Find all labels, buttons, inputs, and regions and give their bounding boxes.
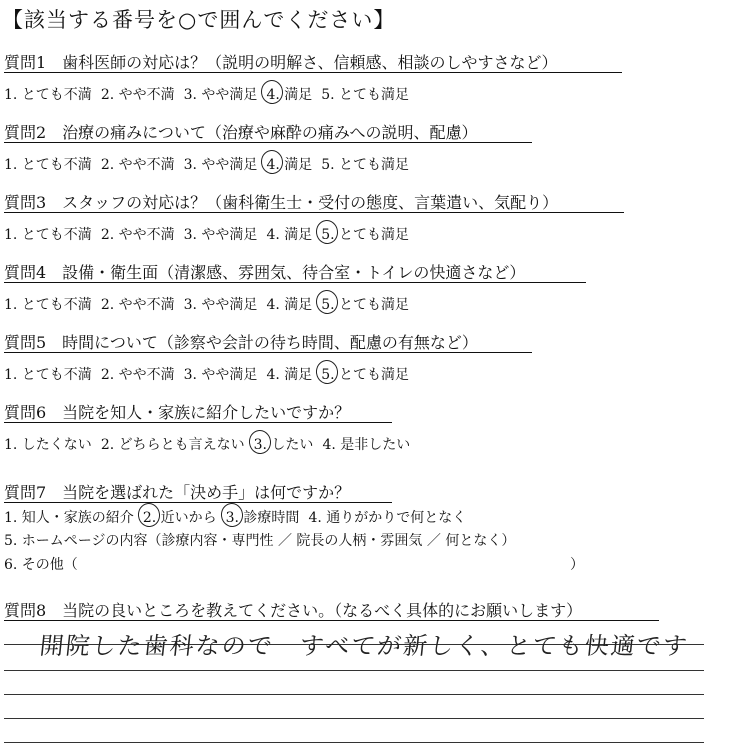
handwritten-answer: 開院した歯科なので すべてが新しく、とても快適です [38, 632, 691, 660]
answer-option-selected: 5. とても満足 [321, 364, 409, 384]
question-3-underline [4, 212, 624, 213]
question-6-underline [4, 422, 392, 423]
answer-option: 4. 満足 [266, 367, 313, 383]
question-8-underline [4, 620, 659, 621]
question-1-underline [4, 72, 622, 73]
question-4-underline [4, 282, 586, 283]
question-1-options [4, 84, 418, 104]
page-title: 【該当する番号を○で囲んでください】 [2, 8, 396, 32]
question-7-other-close-paren: ） [570, 557, 584, 573]
answer-option-selected: 5. とても満足 [321, 294, 409, 314]
question-8-label: 質問8 当院の良いところを教えてください。（なるべく具体的にお願いします） [4, 601, 583, 620]
answer-option: 1. とても不満 [4, 297, 92, 313]
answer-option: 1. とても不満 [4, 367, 92, 383]
answer-option-selected: 4. 満足 [266, 154, 312, 174]
question-2-label: 質問2 治療の痛みについて（治療や麻酔の痛みへの説明、配慮） [4, 123, 478, 142]
question-6-label: 質問6 当院を知人・家族に紹介したいですか？ [4, 403, 351, 422]
question-4-label: 質問4 設備・衛生面（清潔感、雰囲気、待合室・トイレの快適さなど） [4, 263, 526, 282]
question-2-underline [4, 142, 532, 143]
answer-option: 1. したくない [4, 437, 92, 453]
answer-option-selected: 5. とても満足 [321, 224, 409, 244]
answer-option: 1. とても不満 [4, 87, 92, 103]
answer-line [4, 718, 704, 719]
answer-option: 2. どちらとも言えない [100, 437, 245, 453]
question-6-options [4, 434, 419, 454]
question-3-label: 質問3 スタッフの対応は？（歯科衛生士・受付の態度、言葉遣い、気配り） [4, 193, 559, 212]
question-7-underline [4, 502, 392, 503]
answer-option: 2. やや不満 [100, 157, 175, 173]
answer-line [4, 742, 704, 743]
answer-option: 3. やや満足 [183, 297, 258, 313]
question-5-label: 質問5 時間について（診察や会計の待ち時間、配慮の有無など） [4, 333, 478, 352]
answer-option: 2. やや不満 [100, 367, 175, 383]
answer-option: 3. やや満足 [183, 227, 258, 243]
question-2-options [4, 154, 418, 174]
answer-option: 1. とても不満 [4, 227, 92, 243]
answer-option-selected: 4. 満足 [266, 84, 312, 104]
answer-line [4, 694, 704, 695]
answer-option-selected: 3. したい [254, 434, 314, 454]
answer-option: 3. やや満足 [183, 157, 258, 173]
question-7-options [4, 507, 475, 527]
question-7-option-5: 5. ホームページの内容（診療内容・専門性 ／ 院長の人柄・雰囲気 ／ 何となく） [4, 533, 516, 549]
answer-line [4, 670, 704, 671]
answer-option: 5. とても満足 [321, 157, 410, 173]
answer-option: 2. やや不満 [100, 87, 175, 103]
question-7-label: 質問7 当院を選ばれた「決め手」は何ですか？ [4, 483, 351, 502]
answer-option: 5. とても満足 [321, 87, 410, 103]
answer-option: 4. 満足 [266, 227, 313, 243]
answer-option: 4. 通りがかりで何となく [308, 510, 467, 526]
question-5-options [4, 364, 418, 384]
answer-option: 4. 満足 [266, 297, 313, 313]
answer-option: 1. とても不満 [4, 157, 92, 173]
question-7-option-6: 6. その他（ [4, 557, 78, 573]
answer-option: 2. やや不満 [100, 297, 175, 313]
answer-option-selected: 3. 診療時間 [226, 507, 300, 527]
answer-option: 1. 知人・家族の紹介 [4, 510, 134, 526]
question-4-options [4, 294, 418, 314]
question-3-options [4, 224, 418, 244]
answer-option: 3. やや満足 [183, 87, 258, 103]
answer-option: 2. やや不満 [100, 227, 175, 243]
answer-option-selected: 2. 近いから [143, 507, 217, 527]
answer-option: 3. やや満足 [183, 367, 258, 383]
answer-option: 4. 是非したい [322, 437, 411, 453]
question-1-label: 質問1 歯科医師の対応は？（説明の明解さ、信頼感、相談のしやすさなど） [4, 53, 558, 72]
question-5-underline [4, 352, 532, 353]
